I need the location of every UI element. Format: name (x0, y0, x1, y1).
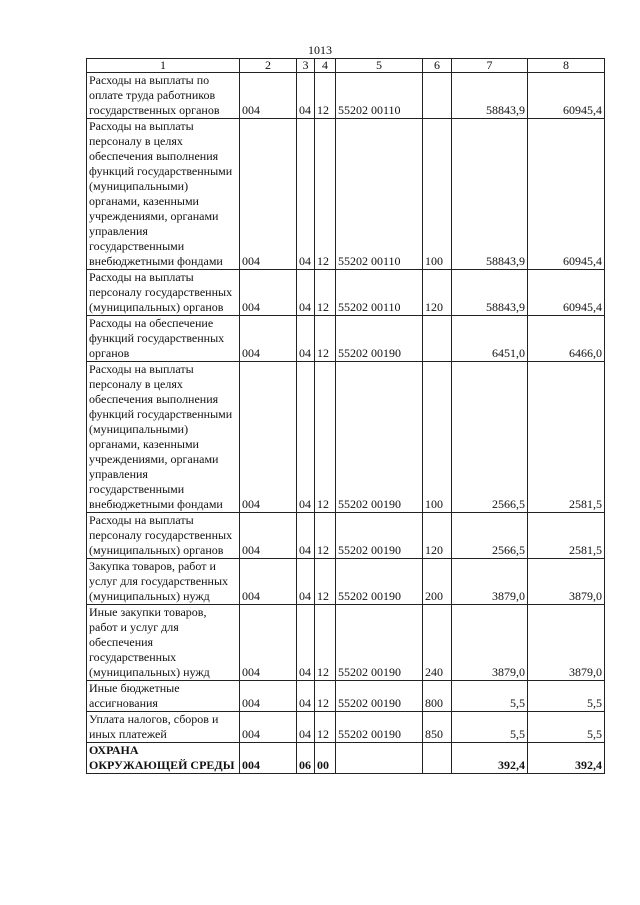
section-code-cell: 004 (240, 362, 297, 513)
amount-year1-cell: 58843,9 (452, 270, 528, 316)
table-row (87, 119, 605, 270)
row-name-cell: Иные закупки товаров, работ и услуг для обеспечения государственных (муниципальных) нужд (87, 605, 240, 681)
table-row (87, 605, 605, 681)
section-code-cell: 004 (240, 513, 297, 559)
section-code-cell: 004 (240, 270, 297, 316)
amount-year2-cell: 60945,4 (528, 119, 605, 270)
amount-year1-cell: 6451,0 (452, 316, 528, 362)
subchapter-code-cell: 12 (315, 316, 336, 362)
amount-year1-cell: 392,4 (452, 743, 528, 774)
row-name-cell: Расходы на выплаты персоналу в целях обеспечения выполнения функций государственными (муниципальными) органами, казенными учреждениями, органами управления государственными внебюджетными фондами (87, 119, 240, 270)
subchapter-code-cell: 12 (315, 362, 336, 513)
chapter-code-cell: 04 (297, 316, 315, 362)
expense-type-cell (423, 743, 452, 774)
row-name-cell: Уплата налогов, сборов и иных платежей (87, 712, 240, 743)
amount-year2-cell: 3879,0 (528, 605, 605, 681)
target-article-cell: 55202 00190 (336, 559, 423, 605)
amount-year1-cell: 2566,5 (452, 513, 528, 559)
amount-year2-cell: 5,5 (528, 681, 605, 712)
target-article-cell: 55202 00110 (336, 270, 423, 316)
subchapter-code-cell: 12 (315, 119, 336, 270)
header-cell-5: 5 (336, 59, 423, 73)
target-article-cell (336, 743, 423, 774)
amount-year2-cell: 2581,5 (528, 362, 605, 513)
amount-year1-cell: 58843,9 (452, 119, 528, 270)
amount-year2-cell: 2581,5 (528, 513, 605, 559)
target-article-cell: 55202 00190 (336, 513, 423, 559)
expense-type-cell: 800 (423, 681, 452, 712)
chapter-code-cell: 04 (297, 362, 315, 513)
section-code-cell: 004 (240, 316, 297, 362)
chapter-code-cell: 04 (297, 605, 315, 681)
amount-year2-cell: 6466,0 (528, 316, 605, 362)
row-name-cell: Расходы на обеспечение функций государственных органов (87, 316, 240, 362)
section-code-cell: 004 (240, 743, 297, 774)
page-number: 1013 (308, 43, 332, 57)
expense-type-cell: 240 (423, 605, 452, 681)
subchapter-code-cell: 12 (315, 513, 336, 559)
table-row (87, 316, 605, 362)
chapter-code-cell: 04 (297, 712, 315, 743)
header-cell-6: 6 (423, 59, 452, 73)
amount-year1-cell: 5,5 (452, 681, 528, 712)
subchapter-code-cell: 12 (315, 712, 336, 743)
amount-year1-cell: 3879,0 (452, 605, 528, 681)
row-name-cell: Расходы на выплаты по оплате труда работников государственных органов (87, 73, 240, 119)
row-name-cell: ОХРАНА ОКРУЖАЮЩЕЙ СРЕДЫ (87, 743, 240, 774)
amount-year1-cell: 58843,9 (452, 73, 528, 119)
amount-year1-cell: 2566,5 (452, 362, 528, 513)
expense-type-cell: 850 (423, 712, 452, 743)
amount-year2-cell: 3879,0 (528, 559, 605, 605)
subchapter-code-cell: 12 (315, 270, 336, 316)
table-row (87, 513, 605, 559)
expense-type-cell (423, 73, 452, 119)
table-row (87, 73, 605, 119)
expense-type-cell: 100 (423, 119, 452, 270)
header-cell-1: 1 (87, 59, 240, 73)
subchapter-code-cell: 12 (315, 681, 336, 712)
target-article-cell: 55202 00190 (336, 316, 423, 362)
expense-type-cell: 200 (423, 559, 452, 605)
budget-table (86, 58, 605, 774)
chapter-code-cell: 04 (297, 73, 315, 119)
section-code-cell: 004 (240, 712, 297, 743)
table-row (87, 559, 605, 605)
row-name-cell: Расходы на выплаты персоналу государственных (муниципальных) органов (87, 513, 240, 559)
target-article-cell: 55202 00110 (336, 73, 423, 119)
subchapter-code-cell: 12 (315, 605, 336, 681)
header-cell-4: 4 (315, 59, 336, 73)
chapter-code-cell: 04 (297, 270, 315, 316)
chapter-code-cell: 06 (297, 743, 315, 774)
section-code-cell: 004 (240, 605, 297, 681)
chapter-code-cell: 04 (297, 119, 315, 270)
header-cell-7: 7 (452, 59, 528, 73)
section-code-cell: 004 (240, 559, 297, 605)
header-cell-8: 8 (528, 59, 605, 73)
amount-year2-cell: 392,4 (528, 743, 605, 774)
chapter-code-cell: 04 (297, 681, 315, 712)
target-article-cell: 55202 00190 (336, 712, 423, 743)
expense-type-cell: 100 (423, 362, 452, 513)
chapter-code-cell: 04 (297, 513, 315, 559)
row-name-cell: Иные бюджетные ассигнования (87, 681, 240, 712)
section-code-cell: 004 (240, 73, 297, 119)
amount-year1-cell: 5,5 (452, 712, 528, 743)
table-row (87, 270, 605, 316)
expense-type-cell (423, 316, 452, 362)
amount-year1-cell: 3879,0 (452, 559, 528, 605)
header-cell-3: 3 (297, 59, 315, 73)
table-row (87, 681, 605, 712)
amount-year2-cell: 5,5 (528, 712, 605, 743)
subchapter-code-cell: 12 (315, 559, 336, 605)
table-row (87, 362, 605, 513)
table-row (87, 712, 605, 743)
section-code-cell: 004 (240, 681, 297, 712)
row-name-cell: Расходы на выплаты персоналу в целях обеспечения выполнения функций государственными (муниципальными) органами, казенными учреждениями, органами управления государственными внебюджетными фондами (87, 362, 240, 513)
chapter-code-cell: 04 (297, 559, 315, 605)
target-article-cell: 55202 00190 (336, 362, 423, 513)
table-row (87, 743, 605, 774)
row-name-cell: Расходы на выплаты персоналу государственных (муниципальных) органов (87, 270, 240, 316)
subchapter-code-cell: 00 (315, 743, 336, 774)
subchapter-code-cell: 12 (315, 73, 336, 119)
target-article-cell: 55202 00110 (336, 119, 423, 270)
section-code-cell: 004 (240, 119, 297, 270)
expense-type-cell: 120 (423, 513, 452, 559)
target-article-cell: 55202 00190 (336, 681, 423, 712)
header-cell-2: 2 (240, 59, 297, 73)
target-article-cell: 55202 00190 (336, 605, 423, 681)
expense-type-cell: 120 (423, 270, 452, 316)
row-name-cell: Закупка товаров, работ и услуг для государственных (муниципальных) нужд (87, 559, 240, 605)
amount-year2-cell: 60945,4 (528, 270, 605, 316)
header-row (87, 59, 605, 73)
amount-year2-cell: 60945,4 (528, 73, 605, 119)
